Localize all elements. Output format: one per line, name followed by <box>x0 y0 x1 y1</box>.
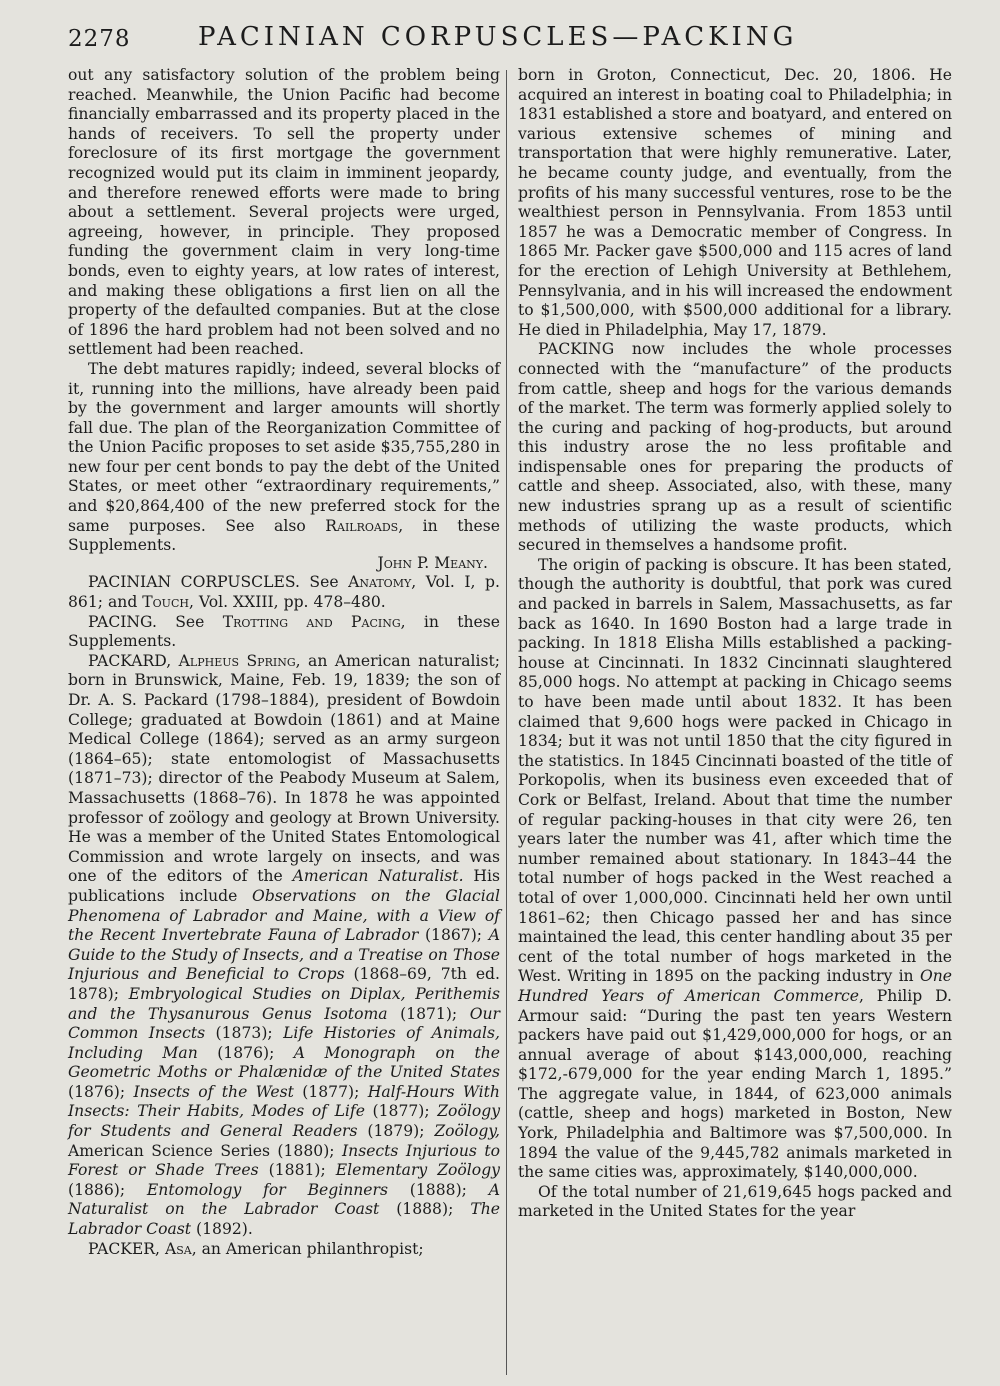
entry-headword: PACKER, <box>88 1239 160 1258</box>
entry-pacing: PACING. See Trotting and Pacing, in these Supplements. <box>68 612 501 651</box>
entry-headword: PACING. <box>88 612 157 631</box>
right-column <box>518 66 952 1222</box>
column-divider <box>506 70 507 1375</box>
packing-history-paragraph: The origin of packing is obscure. It has been stated, though the authority is doubtful, that pork was cured and packed in barrels in Salem, Massachusetts, as far back as 1640. In 1690 Boston had a large trade in packing. In 1818 Elisha Mills established a packing-house at Cincinnati. In 1832 Cincinnati slaughtered 85,000 hogs. No attempt at packing in Chicago seems to have been made until about 1832. It has been claimed that 9,600 hogs were packed in Chicago in 1834; but it was not until 1850 that the city figured in the statistics. In 1845 Cincinnati boasted of the title of Porkopolis, when its business even exceeded that of Cork or Belfast, Ireland. About that time the number of regular packing-houses in that city were 26, ten years later the number was 41, after which time the number remained about stationary. In 1843–44 the total number of hogs packed in the West reached a total of over 1,000,000. Cincinnati held her own until 1861–62; then Chicago passed her and has since maintained the lead, this center handling about 35 per cent of the total number of hogs marketed in the West. Writing in 1895 on the packing industry in One Hundred Years of American Commerce, Philip D. Armour said: “During the past ten years Western packers have paid out $1,429,000,000 for hogs, or an annual average of about $143,000,000, reaching $172,-679,000 for the year ending March 1, 1895.” The aggregate value, in 1844, of 623,000 animals (cattle, sheep and hogs) marketed in Boston, New York, Philadelphia and Baltimore was $7,500,000. In 1894 the value of the 9,445,782 animals marketed in the same cities was, approximately, $140,000,000. <box>518 555 952 1182</box>
left-column <box>68 66 500 1259</box>
entry-headword: PACINIAN CORPUSCLES. <box>88 573 300 592</box>
entry-pacinian-corpuscles: PACINIAN CORPUSCLES. See Anatomy, Vol. I, p. 861; and Touch, Vol. XXIII, pp. 478–480. <box>68 573 500 612</box>
page-header <box>68 20 940 60</box>
packing-statistics-paragraph: Of the total number of 21,619,645 hogs packed and marketed in the United States for the year <box>518 1182 952 1221</box>
entry-headword: PACKING <box>538 340 615 359</box>
author-signature: John P. Meany. <box>377 553 488 572</box>
book-title: One Hundred Years of American Commerce <box>518 967 952 1005</box>
union-pacific-paragraph-2: The debt matures rapidly; indeed, several blocks of it, running into the millions, have already been paid by the government and larger amounts will shortly fall due. The plan of the Reorganization Committee of the Union Pacific proposes to set aside $35,755,280 in new four per cent bonds to pay the debt of the United States, or meet other “extraordinary requirements,” and $20,864,400 of the new preferred stock for the same purposes. See also Railroads, in these Supplements. <box>68 359 501 555</box>
page-number: 2278 <box>68 26 131 52</box>
entry-packing: PACKING now includes the whole processes connected with the “manufacture” of the products from cattle, sheep and hogs for the various demands of the market. The term was formerly applied solely to the curing and packing of hog-products, but around this industry arose the no less profitable and indispensable ones for preparing the products of cattle and sheep. Associated, also, with these, many new industries sprang up as a result of scientific methods of utilizing the waste products, which secured in themselves a handsome profit. <box>518 340 952 555</box>
entry-packer-start: PACKER, Asa, an American philanthropist; <box>88 1239 424 1258</box>
entry-packard: PACKARD, Alpheus Spring, an American naturalist; born in Brunswick, Maine, Feb. 19, 1839; the son of Dr. A. S. Packard (1798–1884), president of Bowdoin College; graduated at Bowdoin (1861) and at Maine Medical College (1864); served as an army surgeon (1864–65); state entomologist of Massachusetts (1871–73); director of the Peabody Museum at Salem, Massachusetts (1868–76). In 1878 he was appointed professor of zoölogy and geology at Brown University. He was a member of the United States Entomological Commission and wrote largely on insects, and was one of the editors of the American Naturalist. His publications include Observations on the Glacial Phenomena of Labrador and Maine, with a View of the Recent Invertebrate Fauna of Labrador (1867); A Guide to the Study of Insects, and a Treatise on Those Injurious and Beneficial to Crops (1868–69, 7th ed. 1878); Embryological Studies on Diplax, Perithemis and the Thysanurous Genus Isotoma (1871); Our Common Insects (1873); Life Histories of Animals, Including Man (1876); A Monograph on the Geometric Moths or Phalænidæ of the United States (1876); Insects of the West (1877); Half-Hours With Insects: Their Habits, Modes of Life (1877); Zoölogy for Students and General Readers (1879); Zoölogy, American Science Series (1880); Insects Injurious to Forest or Shade Trees (1881); Elementary Zoölogy (1886); Entomology for Beginners (1888); A Naturalist on the Labrador Coast (1888); The Labrador Coast (1892). <box>68 651 501 1239</box>
running-title: PACINIAN CORPUSCLES—PACKING <box>198 22 798 52</box>
union-pacific-paragraph-1: out any satisfactory solution of the problem being reached. Meanwhile, the Union Pacific had become financially embarrassed and its property placed in the hands of receivers. To sell the property under foreclosure of its first mortgage the government recognized would put its claim in imminent jeopardy, and therefore renewed efforts were made to bring about a settlement. Several projects were urged, agreeing, however, in principle. They proposed funding the government claim in very long-time bonds, even to eighty years, at low rates of interest, and making these obligations a first lien on all the property of the defaulted companies. But at the close of 1896 the hard problem had not been solved and no settlement had been reached. <box>68 66 500 359</box>
cross-reference-railroads: Railroads <box>325 516 399 535</box>
entry-headword: PACKARD, <box>88 651 172 670</box>
entry-packer-continued: born in Groton, Connecticut, Dec. 20, 1806. He acquired an interest in boating coal to Philadelphia; in 1831 established a store and boatyard, and entered on various extensive schemes of mining and transportation that were highly remunerative. Later, he became county judge, and eventually, from the profits of his many successful ventures, rose to be the wealthiest person in Pennsylvania. From 1853 until 1857 he was a Democratic member of Congress. In 1865 Mr. Packer gave $500,000 and 115 acres of land for the erection of Lehigh University at Bethlehem, Pennsylvania, and in his will increased the endowment to $1,500,000, with $500,000 additional for a library. He died in Philadelphia, May 17, 1879. <box>518 66 952 339</box>
